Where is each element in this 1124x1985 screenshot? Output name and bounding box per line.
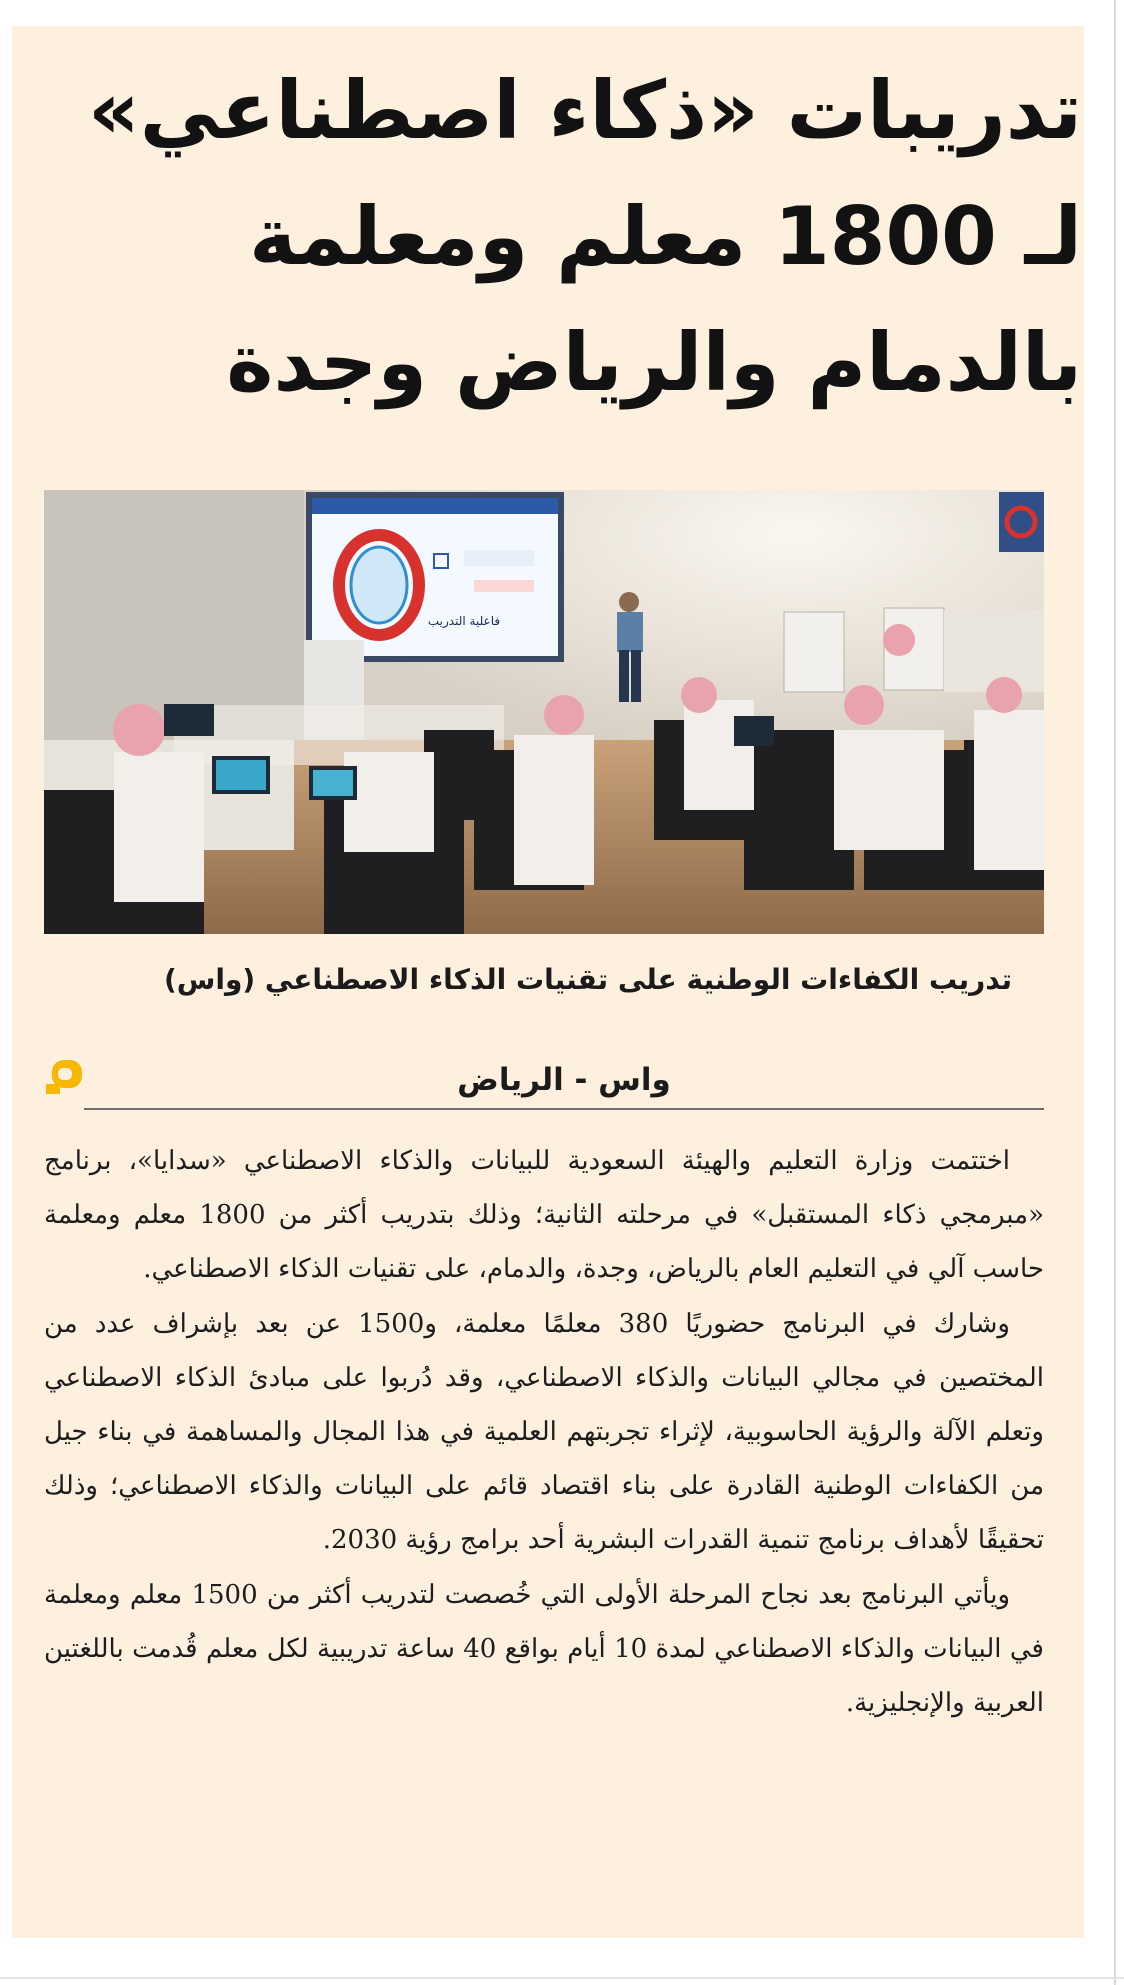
headline (82, 48, 1082, 426)
headline-line-1: تدريبات «ذكاء اصطناعي» (88, 64, 1082, 157)
article-body (44, 1134, 1044, 1730)
article-paragraph-3: ويأتي البرنامج بعد نجاح المرحلة الأولى التي خُصصت لتدريب أكثر من 1500 معلم ومعلمة في البيانات والذكاء الاصطناعي لمدة 10 أيام بواقع 40 ساعة تدريبية لكل معلم قُدمت باللغتين العربية والإنجليزية. (44, 1579, 1044, 1719)
training-room-photo (44, 490, 1044, 934)
headline-line-3: بالدمام والرياض وجدة (226, 316, 1082, 409)
article-photo (44, 490, 1044, 934)
byline-divider (84, 1108, 1044, 1110)
page-edge-line (1114, 0, 1116, 1985)
photo-caption: تدريب الكفاءات الوطنية على تقنيات الذكاء الاصطناعي (واس) (163, 963, 1012, 996)
article-paragraph-1: اختتمت وزارة التعليم والهيئة السعودية للبيانات والذكاء الاصطناعي «سدايا»، برنامج «مبرمجي ذكاء المستقبل» في مرحلته الثانية؛ وذلك بتدريب أكثر من 1800 معلم ومعلمة حاسب آلي في التعليم العام بالرياض، وجدة، والدمام، على تقنيات الذكاء الاصطناعي. (44, 1146, 1044, 1285)
article-paragraph-2: وشارك في البرنامج حضوريًا 380 معلمًا معلمة، و1500 عن بعد بإشراف عدد من المختصين في مجالي البيانات والذكاء الاصطناعي، وقد دُربوا على مبادئ الذكاء الاصطناعي وتعلم الآلة والرؤية الحاسوبية، لإثراء تجربتهم العلمية في هذا المجال والمساهمة في بناء جيل من الكفاءات الوطنية القادرة على بناء اقتصاد قائم على البيانات والذكاء الاصطناعي؛ وذلك تحقيقًا لأهداف برنامج تنمية القدرات البشرية أحد برامج رؤية 2030. (44, 1308, 1045, 1556)
page-bottom-line (0, 1977, 1124, 1979)
presentation-screen (306, 492, 564, 662)
headline-line-2: لـ 1800 معلم ومعلمة (249, 190, 1082, 283)
screen-text: فاعلية التدريب (427, 614, 501, 628)
byline: واس - الرياض (457, 1062, 671, 1098)
